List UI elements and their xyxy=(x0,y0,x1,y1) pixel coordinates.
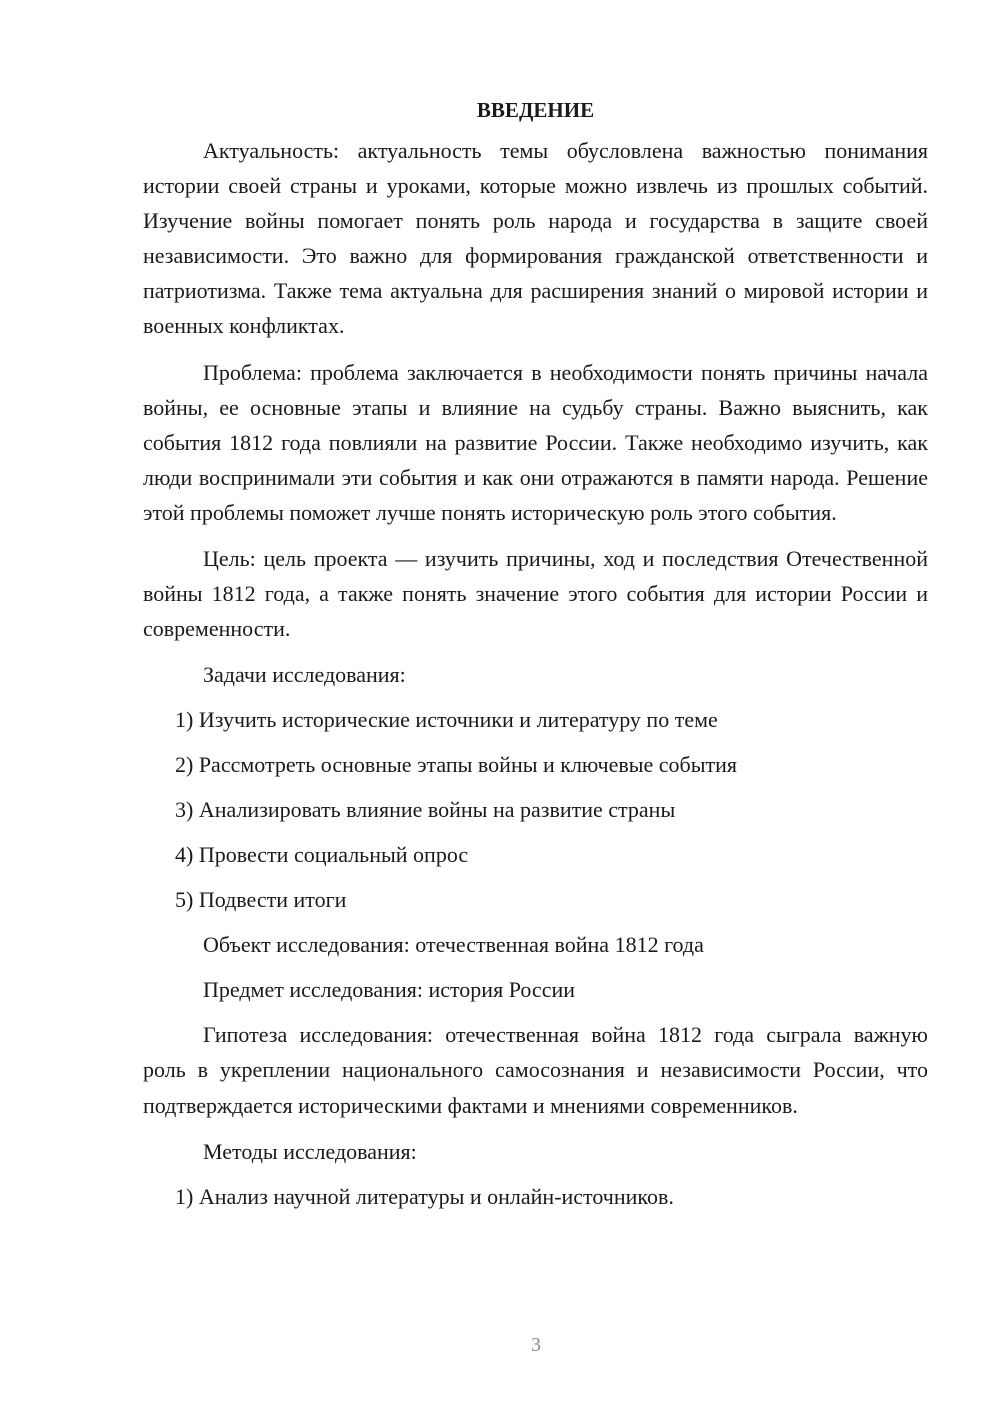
document-page xyxy=(143,92,928,1224)
page-number: 3 xyxy=(531,1334,541,1356)
methods-heading: Методы исследования: xyxy=(203,1138,417,1164)
relevance-paragraph: Актуальность: актуальность темы обусловлена важностью понимания истории своей страны и уроками, которые можно извлечь из прошлых событий. Изучение войны помогает понять роль народа и государства в защите своей независимости. Это важно для формирования гражданской ответственности и патриотизма. Также тема актуальна для расширения знаний о мировой истории и военных конфликтах. xyxy=(143,138,928,339)
hypothesis-paragraph: Гипотеза исследования: отечественная война 1812 года сыграла важную роль в укреплении национального самосознания и независимости России, что подтверждается историческими фактами и мнениями современников. xyxy=(143,1022,928,1118)
research-subject: Предмет исследования: история России xyxy=(203,977,576,1003)
tasks-heading: Задачи исследования: xyxy=(203,662,406,688)
task-item: 4) Провести социальный опрос xyxy=(175,842,469,868)
task-item: 3) Анализировать влияние войны на развитие страны xyxy=(175,797,676,823)
goal-paragraph: Цель: цель проекта — изучить причины, ход и последствия Отечественной войны 1812 года, а также понять значение этого события для истории России и современности. xyxy=(143,546,928,642)
section-title: ВВЕДЕНИЕ xyxy=(476,98,595,122)
task-item: 5) Подвести итоги xyxy=(175,887,347,913)
problem-paragraph: Проблема: проблема заключается в необходимости понять причины начала войны, ее основные этапы и влияние на судьбу страны. Важно выяснить, как события 1812 года повлияли на развитие России. Также необходимо изучить, как люди воспринимали эти события и как они отражаются в памяти народа. Решение этой проблемы поможет лучше понять историческую роль этого события. xyxy=(143,359,928,525)
task-item: 2) Рассмотреть основные этапы войны и ключевые события xyxy=(175,752,738,778)
research-object: Объект исследования: отечественная война 1812 года xyxy=(203,932,704,958)
method-item: 1) Анализ научной литературы и онлайн-источников. xyxy=(175,1183,674,1209)
task-item: 1) Изучить исторические источники и литературу по теме xyxy=(175,707,718,733)
